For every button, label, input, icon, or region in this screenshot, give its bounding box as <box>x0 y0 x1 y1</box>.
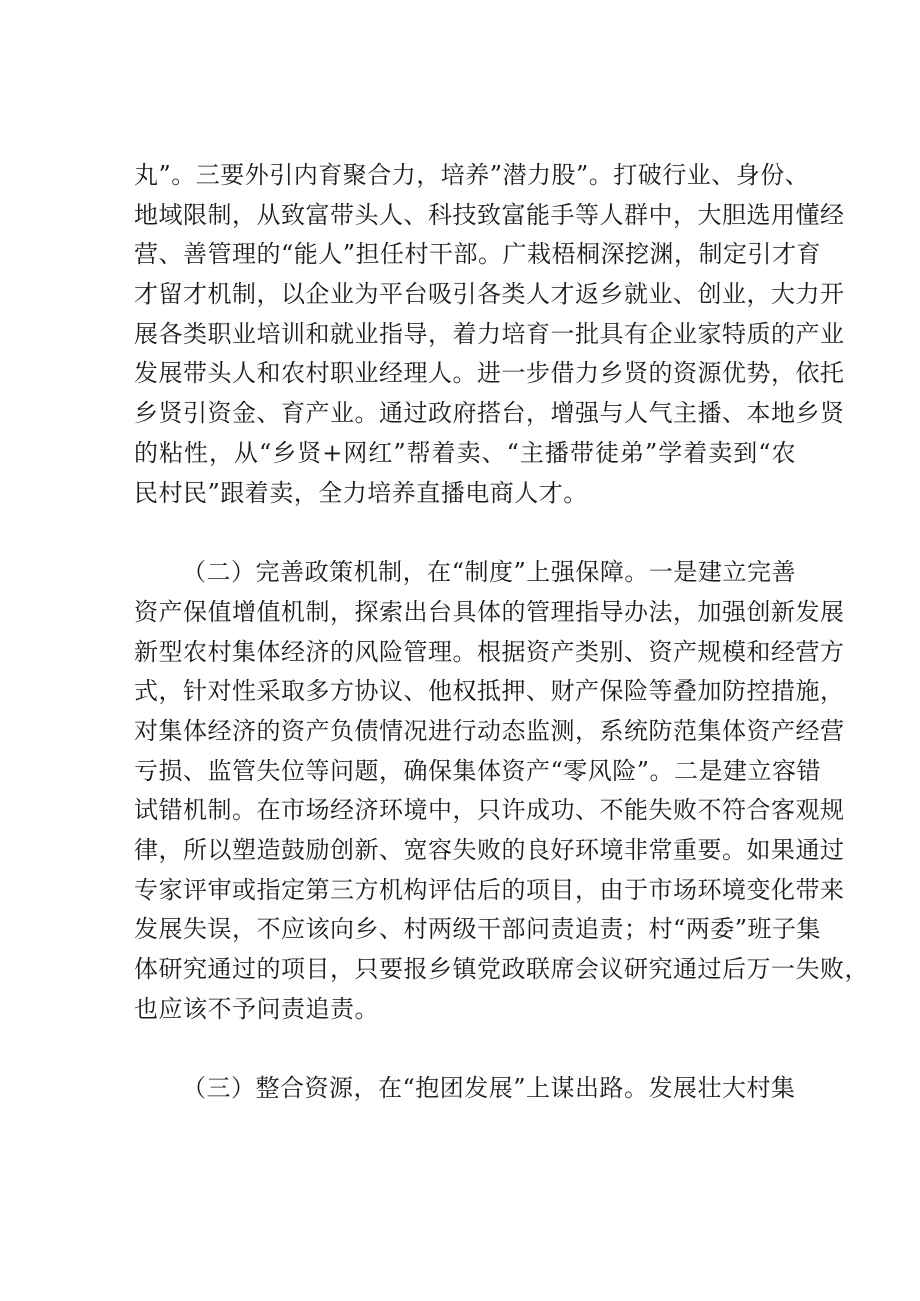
section-heading-line: （三）整合资源，在“抱团发展”上谋出路。发展壮大村集 <box>182 1074 796 1103</box>
text-line: 民村民”跟着卖，全力培养直播电商人才。 <box>134 478 588 507</box>
text-line: 丸”。三要外引内育聚合力，培养”潜力股”。打破行业、身份、 <box>134 161 810 189</box>
text-line: 才留才机制，以企业为平台吸引各类人才返乡就业、创业，大力开 <box>134 280 845 309</box>
text-line: 也应该不予问责追责。 <box>134 994 379 1023</box>
text-line: 新型农村集体经济的风险管理。根据资产类别、资产规模和经营方 <box>134 637 845 666</box>
text-line: 展各类职业培训和就业指导，着力培育一批具有企业家特质的产业 <box>134 319 845 348</box>
text-line: 对集体经济的资产负债情况进行动态监测，系统防范集体资产经营 <box>134 716 845 745</box>
paragraph-policy-mechanism <box>134 553 869 1029</box>
text-line: 地域限制，从致富带头人、科技致富能手等人群中，大胆选用懂经 <box>134 200 845 229</box>
text-line: 资产保值增值机制，探索出台具体的管理指导办法，加强创新发展 <box>134 597 845 626</box>
paragraph-talent <box>134 156 845 513</box>
text-line: 乡贤引资金、育产业。通过政府搭台，增强与人气主播、本地乡贤 <box>134 399 845 428</box>
text-line: 亏损、监管失位等问题，确保集体资产“零风险”。二是建立容错 <box>134 756 822 785</box>
text-line: 体研究通过的项目，只要报乡镇党政联席会议研究通过后万一失败， <box>134 955 869 984</box>
document-body <box>134 156 869 1109</box>
text-line: 的粘性，从“乡贤+网红”帮着卖、“主播带徒弟”学着卖到“农 <box>134 438 796 467</box>
section-heading-line: （二）完善政策机制，在“制度”上强保障。一是建立完善 <box>182 558 796 587</box>
text-line: 发展带头人和农村职业经理人。进一步借力乡贤的资源优势，依托 <box>134 359 845 388</box>
text-line: 式，针对性采取多方协议、他权抵押、财产保险等叠加防控措施， <box>134 677 845 706</box>
paragraph-integrate-resources <box>134 1069 796 1109</box>
text-line: 试错机制。在市场经济环境中，只许成功、不能失败不符合客观规 <box>134 796 845 825</box>
text-line: 营、善管理的“能人”担任村干部。广栽梧桐深挖渊，制定引才育 <box>134 240 822 269</box>
paragraph-gap <box>134 1029 796 1069</box>
text-line: 专家评审或指定第三方机构评估后的项目，由于市场环境变化带来 <box>134 875 845 904</box>
text-line: 律，所以塑造鼓励创新、宽容失败的良好环境非常重要。如果通过 <box>134 836 845 864</box>
text-line: 发展失误，不应该向乡、村两级干部问责追责；村“两委”班子集 <box>134 915 822 944</box>
paragraph-gap <box>134 513 796 553</box>
